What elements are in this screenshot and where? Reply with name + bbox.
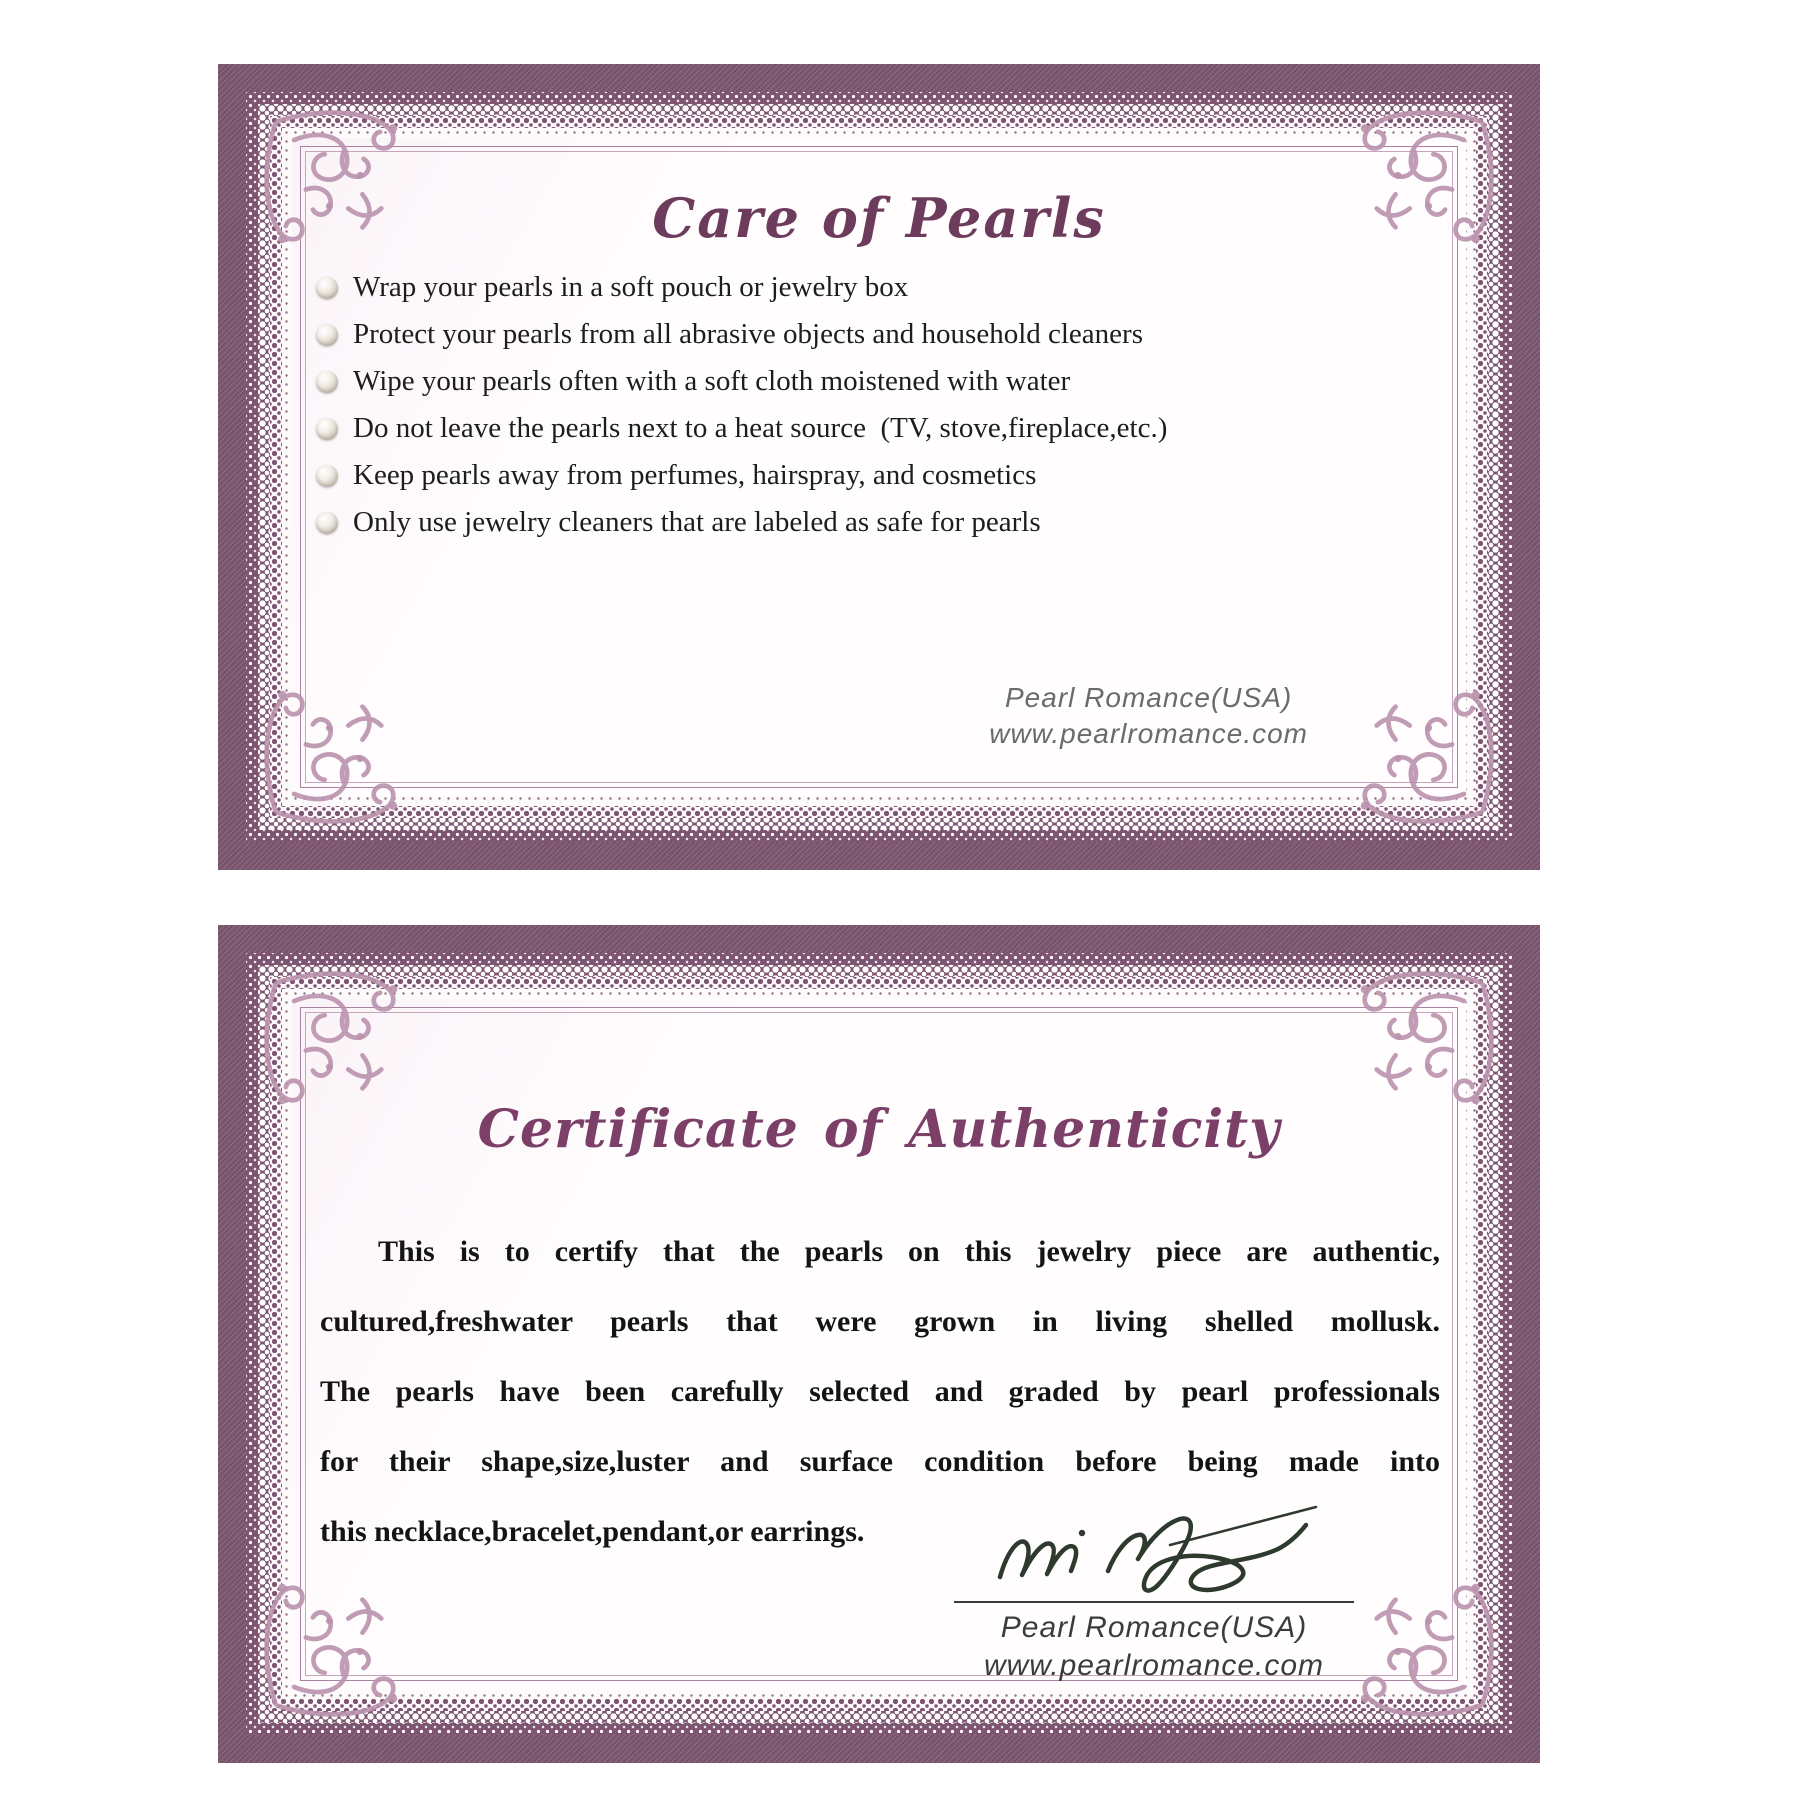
certificate-body-line: cultured,freshwater pearls that were grown in living shelled mollusk.: [320, 1305, 1440, 1338]
certificate-body-line: This is to certify that the pearls on this jewelry piece are authentic,: [378, 1235, 1440, 1268]
certificate-title: Certificate of Authenticity: [477, 1099, 1281, 1160]
pearl-bullet-icon: [316, 371, 338, 393]
care-item-text: Only use jewelry cleaners that are labeled as safe for pearls: [353, 506, 1041, 538]
care-item-text: Protect your pearls from all abrasive objects and household cleaners: [353, 318, 1143, 350]
certificate-card-content: [292, 999, 1466, 1689]
signature-line: [954, 1601, 1354, 1603]
care-list-item: [316, 499, 1446, 546]
certificate-of-authenticity-card: [218, 925, 1540, 1763]
care-list-item: [316, 264, 1446, 311]
pearl-bullet-icon: [316, 324, 338, 346]
halftone-ring-inner: [282, 989, 1476, 1699]
halftone-ring-mid: [258, 965, 1500, 1723]
brand-block: [954, 1609, 1354, 1685]
care-list-item: [316, 452, 1446, 499]
corner-flourish-icon: [1339, 669, 1504, 834]
brand-name: Pearl Romance(USA): [1005, 682, 1293, 713]
care-list-item: [316, 405, 1446, 452]
care-card-content: [292, 138, 1466, 796]
care-item-text: Keep pearls away from perfumes, hairspray, and cosmetics: [353, 459, 1037, 491]
care-instructions-list: [316, 264, 1446, 546]
pearl-bullet-icon: [316, 512, 338, 534]
brand-block: [989, 680, 1308, 752]
halftone-ring-mid: [258, 104, 1500, 830]
halftone-ring-outer: [246, 92, 1512, 842]
handwritten-signature-icon: [984, 1491, 1324, 1609]
brand-url: www.pearlromance.com: [983, 1649, 1325, 1682]
care-list-item: [316, 311, 1446, 358]
brand-name: Pearl Romance(USA): [1000, 1611, 1308, 1644]
halftone-ring-outer: [246, 953, 1512, 1735]
halftone-ring-inverted: [270, 116, 1488, 818]
certificate-body-line: for their shape,size,luster and surface condition before being made into: [320, 1445, 1440, 1478]
corner-flourish-icon: [254, 669, 419, 834]
halftone-ring-inverted: [270, 977, 1488, 1711]
care-item-text: Do not leave the pearls next to a heat source (TV, stove,fireplace,etc.): [353, 412, 1168, 444]
signature-block: [954, 1491, 1354, 1685]
certificate-body-line: this necklace,bracelet,pendant,or earrings.: [320, 1515, 865, 1548]
pearl-bullet-icon: [316, 465, 338, 487]
pearl-bullet-icon: [316, 277, 338, 299]
care-list-item: [316, 358, 1446, 405]
care-item-text: Wrap your pearls in a soft pouch or jewelry box: [353, 271, 909, 303]
pearl-bullet-icon: [316, 418, 338, 440]
corner-flourish-icon: [254, 1562, 419, 1727]
care-item-text: Wipe your pearls often with a soft cloth moistened with water: [353, 365, 1071, 397]
halftone-ring-inner: [282, 128, 1476, 806]
corner-flourish-icon: [1339, 1562, 1504, 1727]
care-card-title: Care of Pearls: [652, 186, 1106, 250]
care-of-pearls-card: [218, 64, 1540, 870]
certificate-body-line: The pearls have been carefully selected and graded by pearl professionals: [320, 1375, 1440, 1408]
brand-url: www.pearlromance.com: [989, 718, 1308, 749]
